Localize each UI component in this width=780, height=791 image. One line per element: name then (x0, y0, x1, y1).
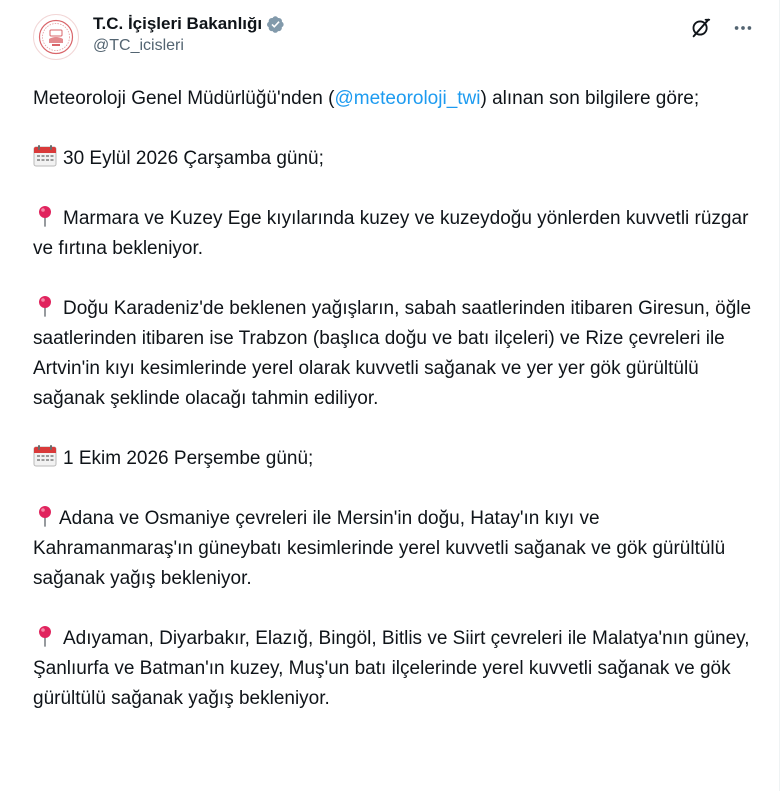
day1-item1-paragraph (33, 204, 753, 264)
intro-text-after: ) alınan son bilgilere göre; (480, 88, 700, 109)
name-row (93, 12, 285, 36)
more-options-icon[interactable] (731, 16, 755, 40)
day1-heading: 30 Eylül 2026 Çarşamba günü; (63, 148, 324, 169)
day2-item1-text: Adana ve Osmaniye çevreleri ile Mersin'in doğu, Hatay'ın kıyı ve Kahramanmaraş'ın güneybatı kesimlerinde yerel kuvvetli sağanak ve gök gürültülü sağanak yağış bekleniyor. (33, 508, 726, 589)
round-pushpin-icon (33, 295, 57, 317)
author-display-name[interactable]: T.C. İçişleri Bakanlığı (93, 14, 263, 33)
day1-item2-text: Doğu Karadeniz'de beklenen yağışların, sabah saatlerinden itibaren Giresun, öğle saatlerinden itibaren ise Trabzon (başlıca doğu ve batı ilçeleri) ve Rize çevreleri ile Artvin'in kıyı kesimlerinde yerel olarak kuvvetli sağanak ve yer yer gök gürültülü sağanak şeklinde olacağı tahmin ediliyor. (33, 298, 752, 409)
day2-item2-text: Adıyaman, Diyarbakır, Elazığ, Bingöl, Bitlis ve Siirt çevreleri ile Malatya'nın güney, Şanlıurfa ve Batman'ın kuzey, Muş'un batı ilçelerinde yerel kuvvetli sağanak ve gök gürültülü sağanak yağış bekleniyor. (33, 628, 750, 709)
avatar[interactable] (33, 14, 79, 60)
day1-item2-paragraph (33, 294, 753, 414)
round-pushpin-icon (33, 505, 57, 527)
intro-paragraph (33, 84, 753, 114)
mention-link[interactable]: @meteoroloji_twi (334, 88, 481, 109)
grok-icon[interactable] (689, 16, 713, 40)
intro-text-before: Meteoroloji Genel Müdürlüğü'nden ( (33, 88, 335, 109)
day1-item1-text: Marmara ve Kuzey Ege kıyılarında kuzey ve kuzeydoğu yönlerden kuvvetli rüzgar ve fırtına bekleniyor. (33, 208, 749, 259)
day2-heading: 1 Ekim 2026 Perşembe günü; (63, 448, 314, 469)
round-pushpin-icon (33, 625, 57, 647)
header-actions (689, 16, 755, 40)
verified-badge-icon[interactable] (266, 15, 285, 34)
calendar-icon (33, 445, 57, 467)
day2-item2-paragraph (33, 624, 753, 714)
round-pushpin-icon (33, 205, 57, 227)
day1-heading-paragraph (33, 144, 753, 174)
ministry-emblem-icon (38, 19, 74, 55)
tweet-text (33, 84, 753, 714)
calendar-icon (33, 145, 57, 167)
author-identity (93, 12, 285, 55)
day2-item1-paragraph (33, 504, 753, 594)
author-handle[interactable]: @TC_icisleri (93, 37, 184, 54)
tweet-header (33, 12, 755, 72)
day2-heading-paragraph (33, 444, 753, 474)
